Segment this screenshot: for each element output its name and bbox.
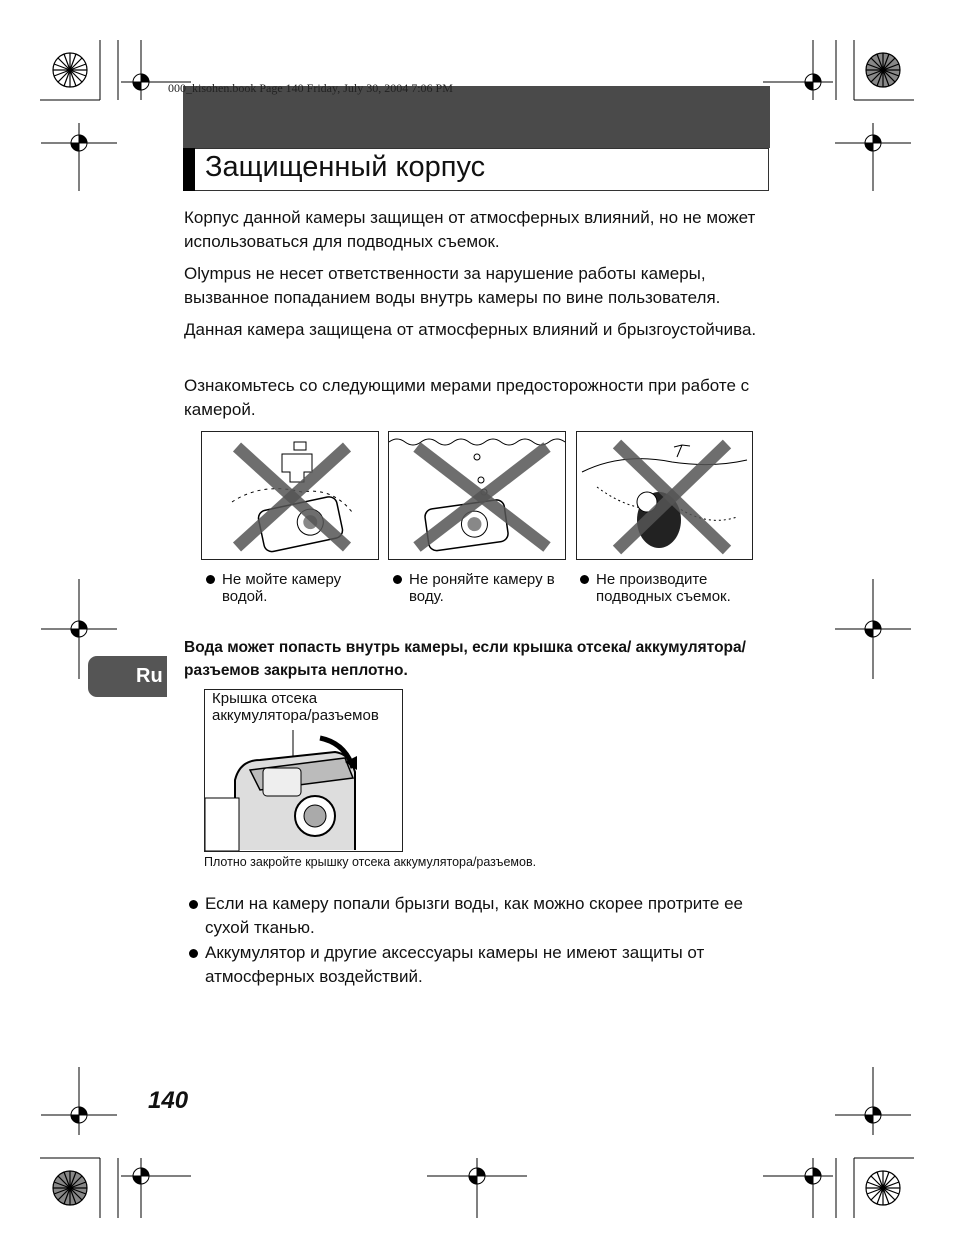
no-underwater-shooting-icon xyxy=(576,431,753,560)
bullet-text: Если на камеру попали брызги воды, как можно скорее протрите ее сухой тканью. xyxy=(205,894,743,937)
paragraph-2: Olympus не несет ответственности за нарушение работы камеры, вызванное попаданием воды внутрь камеры по вине пользователя. xyxy=(184,264,721,307)
no-washing-icon xyxy=(201,431,379,560)
warning-item-1 xyxy=(206,571,376,605)
bullet-icon xyxy=(189,900,198,909)
print-header: 000_kisohen.book Page 140 Friday, July 30, 2004 7:06 PM xyxy=(168,81,453,95)
paragraph-4: Ознакомьтесь со следующими мерами предосторожности при работе с камерой. xyxy=(184,376,750,419)
bullet-icon xyxy=(393,575,402,584)
cover-label: Крышка отсека аккумулятора/разъемов xyxy=(212,690,379,724)
language-tab[interactable] xyxy=(88,656,167,697)
page-number: 140 xyxy=(148,1087,189,1114)
title-accent xyxy=(183,148,195,191)
bullet-text: Аккумулятор и другие аксессуары камеры не имеют защиты от атмосферных воздействий. xyxy=(205,943,705,986)
warning-text: Не мойте камеру водой. xyxy=(222,571,342,605)
warning-text: Не производите подводных съемок. xyxy=(596,571,731,605)
bullet-icon xyxy=(189,949,198,958)
no-dropping-in-water-icon xyxy=(388,431,566,560)
page-title: Защищенный корпус xyxy=(205,151,486,183)
warning-item-3 xyxy=(580,571,755,605)
bullet-item-2 xyxy=(187,941,777,989)
bullet-item-1 xyxy=(187,892,777,940)
bold-note: Вода может попасть внутрь камеры, если крышка отсека/ аккумулятора/разъемов закрыта неплотно. xyxy=(184,639,746,679)
bullet-icon xyxy=(206,575,215,584)
cover-caption: Плотно закройте крышку отсека аккумулятора/разъемов. xyxy=(204,855,537,869)
warning-item-2 xyxy=(393,571,563,605)
bullet-icon xyxy=(580,575,589,584)
warning-text: Не роняйте камеру в воду. xyxy=(409,571,555,605)
paragraph-3: Данная камера защищена от атмосферных влияний и брызгоустойчива. xyxy=(184,320,757,339)
language-tab-label: Ru xyxy=(136,665,163,687)
paragraph-1: Корпус данной камеры защищен от атмосферных влияний, но не может использоваться для подводных съемок. xyxy=(184,208,756,251)
